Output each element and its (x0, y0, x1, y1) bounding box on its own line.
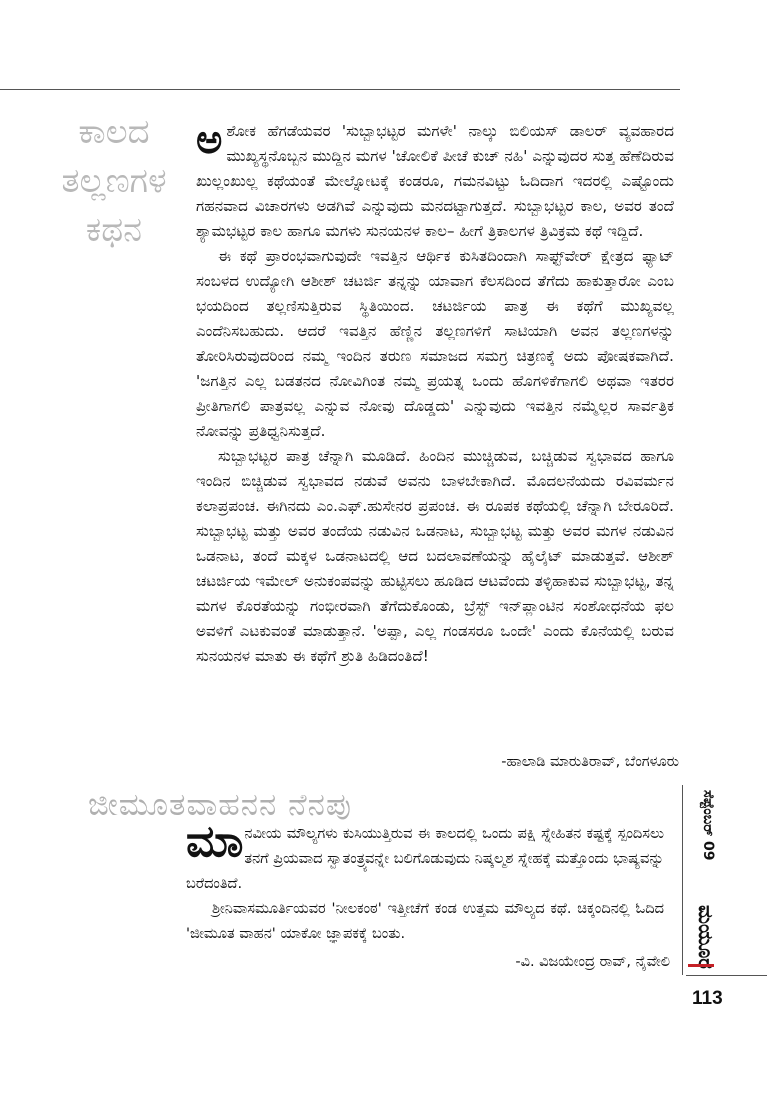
article1-paragraph-1-text: ಶೋಕ ಹೆಗಡೆಯವರ 'ಸುಬ್ಬಾಭಟ್ಟರ ಮಗಳೇ' ನಾಲ್ಕು ಬಿಲಿಯಸ್ ಡಾಲರ್ ವ್ಯವಹಾರದ ಮುಖ್ಯಸ್ಥನೊಬ್ಬನ ಮುದ್ದಿನ ಮಗಳ 'ಚೋಲಿಕೆ ಪೀಚೆ ಕುಚ್ ನಹಿ' ಎನ್ನುವುದರ ಸುತ್ತ ಹೆಣೆದಿರುವ ಖುಲ್ಲಂಖುಲ್ಲ ಕಥೆಯಂತೆ ಮೇಲ್ನೋಟಕ್ಕೆ ಕಂಡರೂ, ಗಮನವಿಟ್ಟು ಓದಿದಾಗ ಇದರಲ್ಲಿ ಎಷ್ಟೊಂದು ಗಹನವಾದ ವಿಚಾರಗಳು ಅಡಗಿವೆ ಎನ್ನುವುದು ಮನದಟ್ಟಾಗುತ್ತದೆ. ಸುಬ್ಬಾಭಟ್ಟರ ಕಾಲ, ಅವರ ತಂದೆ ಶ್ಯಾಮಭಟ್ಟರ ಕಾಲ ಹಾಗೂ ಮಗಳು ಸುನಯನಳ ಕಾಲ– ಹೀಗೆ ತ್ರಿಕಾಲಗಳ ತ್ರಿವಿಕ್ರಮ ಕಥೆ ಇದ್ದಿದೆ. (196, 122, 674, 240)
page-number-rule (686, 975, 767, 976)
review-article-2 (186, 816, 664, 947)
side-title (40, 108, 188, 255)
magazine-name: ಮಯೂರ (694, 905, 718, 969)
sidebar-divider (682, 785, 683, 975)
article2-paragraph-1 (186, 816, 664, 897)
top-rule (0, 89, 680, 90)
issue-date: ಸೆಪ್ಟೆಂಬರ್ 09 (700, 790, 716, 861)
article1-paragraph-3: ಸುಬ್ಬಾಭಟ್ಟರ ಪಾತ್ರ ಚೆನ್ನಾಗಿ ಮೂಡಿದೆ. ಹಿಂದಿನ ಮುಚ್ಚಿಡುವ, ಬಚ್ಚಿಡುವ ಸ್ವಭಾವದ ಹಾಗೂ ಇಂದಿನ ಬಿಚ್ಚಿಡುವ ಸ್ವಭಾವದ ನಡುವೆ ಅವನು ಬಾಳಬೇಕಾಗಿದೆ. ಮೊದಲನೆಯದು ರವಿವರ್ಮನ ಕಲಾಪ್ರಪಂಚ. ಈಗಿನದು ಎಂ.ಎಫ್.ಹುಸೇನರ ಪ್ರಪಂಚ. ಈ ರೂಪಕ ಕಥೆಯಲ್ಲಿ ಚೆನ್ನಾಗಿ ಬೇರೂರಿದೆ. ಸುಬ್ಬಾಭಟ್ಟ ಮತ್ತು ಅವರ ತಂದೆಯ ನಡುವಿನ ಒಡನಾಟ, ಸುಬ್ಬಾಭಟ್ಟ ಮತ್ತು ಅವರ ಮಗಳ ನಡುವಿನ ಒಡನಾಟ, ತಂದೆ ಮಕ್ಕಳ ಒಡನಾಟದಲ್ಲಿ ಆದ ಬದಲಾವಣೆಯನ್ನು ಹೈಲೈಟ್ ಮಾಡುತ್ತವೆ. ಆಶೀಶ್ ಚಟರ್ಜಿಯ ಇಮೇಲ್ ಅನುಕಂಪವನ್ನು ಹುಟ್ಟಿಸಲು ಹೂಡಿದ ಆಟವೆಂದು ತಳ್ಳಿಹಾಕುವ ಸುಬ್ಬಾಭಟ್ಟ, ತನ್ನ ಮಗಳ ಕೊರತೆಯನ್ನು ಗಂಭೀರವಾಗಿ ತೆಗೆದುಕೊಂಡು, ಬ್ರೆಸ್ಟ್ ಇನ್‌ಪ್ಲಾಂಟಿನ ಸಂಶೋಧನೆಯ ಫಲ ಅವಳಿಗೆ ಎಟಕುವಂತೆ ಮಾಡುತ್ತಾನೆ. 'ಅಪ್ಪಾ, ಎಲ್ಲ ಗಂಡಸರೂ ಒಂದೇ' ಎಂದು ಕೊನೆಯಲ್ಲಿ ಬರುವ ಸುನಯನಳ ಮಾತು ಈ ಕಥೆಗೆ ಶ್ರುತಿ ಹಿಡಿದಂತಿದೆ! (196, 447, 674, 665)
side-title-line-3: ಕಥನ (85, 210, 143, 250)
dropcap-letter: ಅ (196, 116, 223, 163)
article1-paragraph-2: ಈ ಕಥೆ ಪ್ರಾರಂಭವಾಗುವುದೇ ಇವತ್ತಿನ ಆರ್ಥಿಕ ಕುಸಿತದಿಂದಾಗಿ ಸಾಫ್ಟ್‌ವೇರ್ ಕ್ಷೇತ್ರದ ಫ್ಯಾಟ್ ಸಂಬಳದ ಉದ್ಯೋಗಿ ಆಶೀಶ್ ಚಟರ್ಜಿ ತನ್ನನ್ನು ಯಾವಾಗ ಕೆಲಸದಿಂದ ತೆಗೆದು ಹಾಕುತ್ತಾರೋ ಎಂಬ ಭಯದಿಂದ ತಲ್ಲಣಿಸುತ್ತಿರುವ ಸ್ಥಿತಿಯಿಂದ. ಚಟರ್ಜಿಯ ಪಾತ್ರ ಈ ಕಥೆಗೆ ಮುಖ್ಯವಲ್ಲ ಎಂದೆನಿಸಬಹುದು. ಆದರೆ ಇವತ್ತಿನ ಹೆಣ್ಣಿನ ತಲ್ಲಣಗಳಿಗೆ ಸಾಟಿಯಾಗಿ ಅವನ ತಲ್ಲಣಗಳನ್ನು ತೋರಿಸಿರುವುದರಿಂದ ನಮ್ಮ ಇಂದಿನ ತರುಣ ಸಮಾಜದ ಸಮಗ್ರ ಚಿತ್ರಣಕ್ಕೆ ಅದು ಪೋಷಕವಾಗಿದೆ. 'ಜಗತ್ತಿನ ಎಲ್ಲ ಬಡತನದ ನೋವಿಗಿಂತ ನಮ್ಮ ಪ್ರಯತ್ನ ಒಂದು ಹೊಗಳಿಕೆಗಾಗಲಿ ಅಥವಾ ಇತರರ ಪ್ರೀತಿಗಾಗಲಿ ಪಾತ್ರವಲ್ಲ ಎನ್ನುವ ನೋವು ದೊಡ್ಡದು' ಎನ್ನುವುದು ಇವತ್ತಿನ ನಮ್ಮೆಲ್ಲರ ಸಾರ್ವತ್ರಿಕ ನೋವನ್ನು ಪ್ರತಿಧ್ವನಿಸುತ್ತದೆ. (196, 247, 674, 440)
side-title-line-2: ತಲ್ಲಣಗಳ (61, 161, 167, 201)
magazine-accent-mark (688, 959, 714, 967)
article2-heading: ಜೀಮೂತವಾಹನನ ನೆನಪು (88, 787, 353, 823)
review-article-1 (196, 116, 674, 669)
side-title-line-1: ಕಾಲದ (78, 112, 150, 152)
article2-paragraph-2: ಶ್ರೀನಿವಾಸಮೂರ್ತಿಯವರ 'ನೀಲಕಂಠ' ಇತ್ತೀಚೆಗೆ ಕಂಡ ಉತ್ತಮ ಮೌಲ್ಯದ ಕಥೆ. ಚಿಕ್ಕಂದಿನಲ್ಲಿ ಓದಿದ 'ಜೀಮೂತ ವಾಹನ' ಯಾಕೋ ಜ್ಞಾಪಕಕ್ಕೆ ಬಂತು. (186, 901, 664, 942)
article2-paragraph-1-text: ನವೀಯ ಮೌಲ್ಯಗಳು ಕುಸಿಯುತ್ತಿರುವ ಈ ಕಾಲದಲ್ಲಿ ಒಂದು ಪಕ್ಷಿ ಸ್ನೇಹಿತನ ಕಷ್ಟಕ್ಕೆ ಸ್ಪಂದಿಸಲು ತನಗೆ ಪ್ರಿಯವಾದ ಸ್ವಾತಂತ್ರ್ಯವನ್ನೇ ಬಲಿಗೊಡುವುದು ನಿಷ್ಕಲ್ಮಶ ಸ್ನೇಹಕ್ಕೆ ಮತ್ತೊಂದು ಭಾಷ್ಯವನ್ನು ಬರೆದಂತಿದೆ. (186, 826, 664, 892)
page-number: 113 (692, 988, 723, 1009)
article1-paragraph-1 (196, 116, 674, 244)
article1-byline: -ಹಾಲಾಡಿ ಮಾರುತಿರಾವ್, ಬೆಂಗಳೂರು (501, 754, 679, 770)
dropcap-syllable: ಮಾ (186, 816, 242, 867)
article2-byline: -ವಿ. ವಿಜಯೇಂದ್ರ ರಾವ್, ನೈವೇಲಿ (515, 954, 670, 970)
